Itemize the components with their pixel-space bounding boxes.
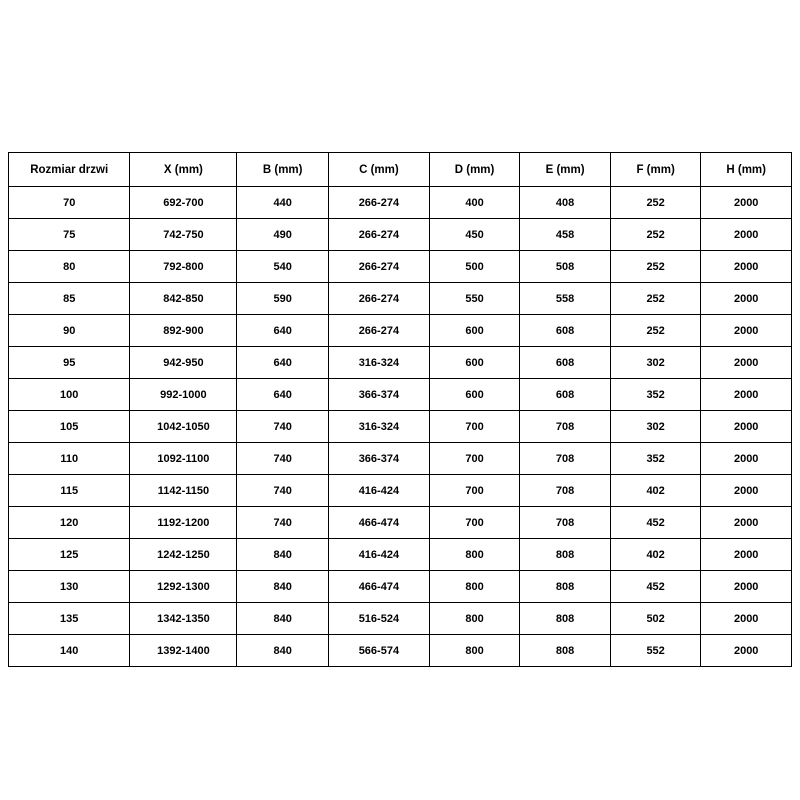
cell-c: 266-274 xyxy=(328,315,429,347)
cell-f: 402 xyxy=(610,539,701,571)
cell-x: 1092-1100 xyxy=(130,443,237,475)
table-header xyxy=(9,153,792,187)
cell-h: 2000 xyxy=(701,379,792,411)
cell-d: 800 xyxy=(429,539,520,571)
cell-b: 740 xyxy=(237,507,329,539)
cell-d: 600 xyxy=(429,379,520,411)
cell-c: 466-474 xyxy=(328,507,429,539)
cell-e: 408 xyxy=(520,187,611,219)
cell-x: 1292-1300 xyxy=(130,571,237,603)
cell-b: 840 xyxy=(237,571,329,603)
cell-c: 516-524 xyxy=(328,603,429,635)
cell-size: 105 xyxy=(9,411,130,443)
cell-f: 552 xyxy=(610,635,701,667)
cell-e: 808 xyxy=(520,539,611,571)
cell-c: 266-274 xyxy=(328,219,429,251)
cell-d: 800 xyxy=(429,571,520,603)
table-row xyxy=(9,347,792,379)
cell-h: 2000 xyxy=(701,539,792,571)
cell-f: 252 xyxy=(610,187,701,219)
column-header-e: E (mm) xyxy=(520,153,611,187)
cell-f: 352 xyxy=(610,443,701,475)
cell-c: 316-324 xyxy=(328,411,429,443)
cell-c: 366-374 xyxy=(328,379,429,411)
cell-b: 740 xyxy=(237,475,329,507)
cell-h: 2000 xyxy=(701,347,792,379)
cell-x: 1342-1350 xyxy=(130,603,237,635)
cell-e: 708 xyxy=(520,507,611,539)
table-row xyxy=(9,475,792,507)
cell-b: 640 xyxy=(237,379,329,411)
table-row xyxy=(9,187,792,219)
cell-c: 266-274 xyxy=(328,187,429,219)
cell-f: 352 xyxy=(610,379,701,411)
cell-e: 608 xyxy=(520,315,611,347)
cell-h: 2000 xyxy=(701,315,792,347)
specification-table xyxy=(8,152,792,667)
table-row xyxy=(9,603,792,635)
cell-d: 550 xyxy=(429,283,520,315)
column-header-c: C (mm) xyxy=(328,153,429,187)
cell-b: 840 xyxy=(237,635,329,667)
table-row xyxy=(9,571,792,603)
cell-size: 95 xyxy=(9,347,130,379)
cell-h: 2000 xyxy=(701,411,792,443)
cell-h: 2000 xyxy=(701,251,792,283)
column-header-x: X (mm) xyxy=(130,153,237,187)
cell-size: 75 xyxy=(9,219,130,251)
cell-e: 708 xyxy=(520,443,611,475)
cell-x: 1242-1250 xyxy=(130,539,237,571)
table-row xyxy=(9,315,792,347)
cell-x: 1142-1150 xyxy=(130,475,237,507)
cell-f: 302 xyxy=(610,411,701,443)
cell-b: 840 xyxy=(237,603,329,635)
cell-size: 125 xyxy=(9,539,130,571)
table-row xyxy=(9,443,792,475)
cell-size: 135 xyxy=(9,603,130,635)
cell-b: 740 xyxy=(237,411,329,443)
cell-b: 740 xyxy=(237,443,329,475)
cell-b: 490 xyxy=(237,219,329,251)
cell-c: 266-274 xyxy=(328,251,429,283)
cell-size: 90 xyxy=(9,315,130,347)
cell-f: 402 xyxy=(610,475,701,507)
cell-d: 700 xyxy=(429,507,520,539)
table-row xyxy=(9,251,792,283)
cell-h: 2000 xyxy=(701,635,792,667)
cell-e: 608 xyxy=(520,379,611,411)
cell-b: 840 xyxy=(237,539,329,571)
cell-x: 692-700 xyxy=(130,187,237,219)
cell-c: 466-474 xyxy=(328,571,429,603)
cell-c: 416-424 xyxy=(328,539,429,571)
cell-e: 508 xyxy=(520,251,611,283)
cell-h: 2000 xyxy=(701,443,792,475)
cell-size: 100 xyxy=(9,379,130,411)
cell-b: 640 xyxy=(237,315,329,347)
cell-size: 130 xyxy=(9,571,130,603)
cell-e: 808 xyxy=(520,635,611,667)
cell-e: 808 xyxy=(520,603,611,635)
table-row xyxy=(9,283,792,315)
cell-c: 316-324 xyxy=(328,347,429,379)
cell-b: 440 xyxy=(237,187,329,219)
cell-f: 252 xyxy=(610,219,701,251)
cell-b: 540 xyxy=(237,251,329,283)
cell-x: 892-900 xyxy=(130,315,237,347)
cell-b: 640 xyxy=(237,347,329,379)
cell-d: 700 xyxy=(429,475,520,507)
column-header-h: H (mm) xyxy=(701,153,792,187)
cell-f: 252 xyxy=(610,315,701,347)
cell-d: 450 xyxy=(429,219,520,251)
cell-size: 110 xyxy=(9,443,130,475)
cell-c: 266-274 xyxy=(328,283,429,315)
table-row xyxy=(9,507,792,539)
column-header-f: F (mm) xyxy=(610,153,701,187)
cell-e: 458 xyxy=(520,219,611,251)
cell-d: 600 xyxy=(429,347,520,379)
cell-e: 808 xyxy=(520,571,611,603)
cell-size: 115 xyxy=(9,475,130,507)
table-body xyxy=(9,187,792,667)
cell-b: 590 xyxy=(237,283,329,315)
table-header-row xyxy=(9,153,792,187)
cell-x: 792-800 xyxy=(130,251,237,283)
specification-table-container xyxy=(8,152,792,667)
cell-d: 500 xyxy=(429,251,520,283)
cell-x: 1192-1200 xyxy=(130,507,237,539)
cell-h: 2000 xyxy=(701,507,792,539)
cell-size: 80 xyxy=(9,251,130,283)
cell-d: 800 xyxy=(429,603,520,635)
cell-f: 252 xyxy=(610,251,701,283)
cell-e: 708 xyxy=(520,475,611,507)
cell-h: 2000 xyxy=(701,475,792,507)
table-row xyxy=(9,539,792,571)
cell-x: 1042-1050 xyxy=(130,411,237,443)
cell-d: 700 xyxy=(429,411,520,443)
cell-x: 1392-1400 xyxy=(130,635,237,667)
cell-f: 252 xyxy=(610,283,701,315)
cell-size: 140 xyxy=(9,635,130,667)
cell-x: 742-750 xyxy=(130,219,237,251)
cell-d: 800 xyxy=(429,635,520,667)
cell-x: 942-950 xyxy=(130,347,237,379)
cell-h: 2000 xyxy=(701,571,792,603)
cell-size: 120 xyxy=(9,507,130,539)
cell-c: 366-374 xyxy=(328,443,429,475)
table-row xyxy=(9,379,792,411)
cell-h: 2000 xyxy=(701,219,792,251)
table-row xyxy=(9,635,792,667)
column-header-rozmiar-drzwi: Rozmiar drzwi xyxy=(9,153,130,187)
cell-e: 558 xyxy=(520,283,611,315)
cell-f: 452 xyxy=(610,571,701,603)
cell-f: 302 xyxy=(610,347,701,379)
cell-d: 400 xyxy=(429,187,520,219)
column-header-d: D (mm) xyxy=(429,153,520,187)
cell-e: 608 xyxy=(520,347,611,379)
cell-h: 2000 xyxy=(701,187,792,219)
cell-c: 566-574 xyxy=(328,635,429,667)
cell-d: 600 xyxy=(429,315,520,347)
cell-f: 502 xyxy=(610,603,701,635)
cell-size: 85 xyxy=(9,283,130,315)
table-row xyxy=(9,219,792,251)
column-header-b: B (mm) xyxy=(237,153,329,187)
cell-h: 2000 xyxy=(701,603,792,635)
table-row xyxy=(9,411,792,443)
cell-c: 416-424 xyxy=(328,475,429,507)
cell-h: 2000 xyxy=(701,283,792,315)
cell-size: 70 xyxy=(9,187,130,219)
cell-e: 708 xyxy=(520,411,611,443)
cell-x: 842-850 xyxy=(130,283,237,315)
cell-x: 992-1000 xyxy=(130,379,237,411)
cell-f: 452 xyxy=(610,507,701,539)
cell-d: 700 xyxy=(429,443,520,475)
